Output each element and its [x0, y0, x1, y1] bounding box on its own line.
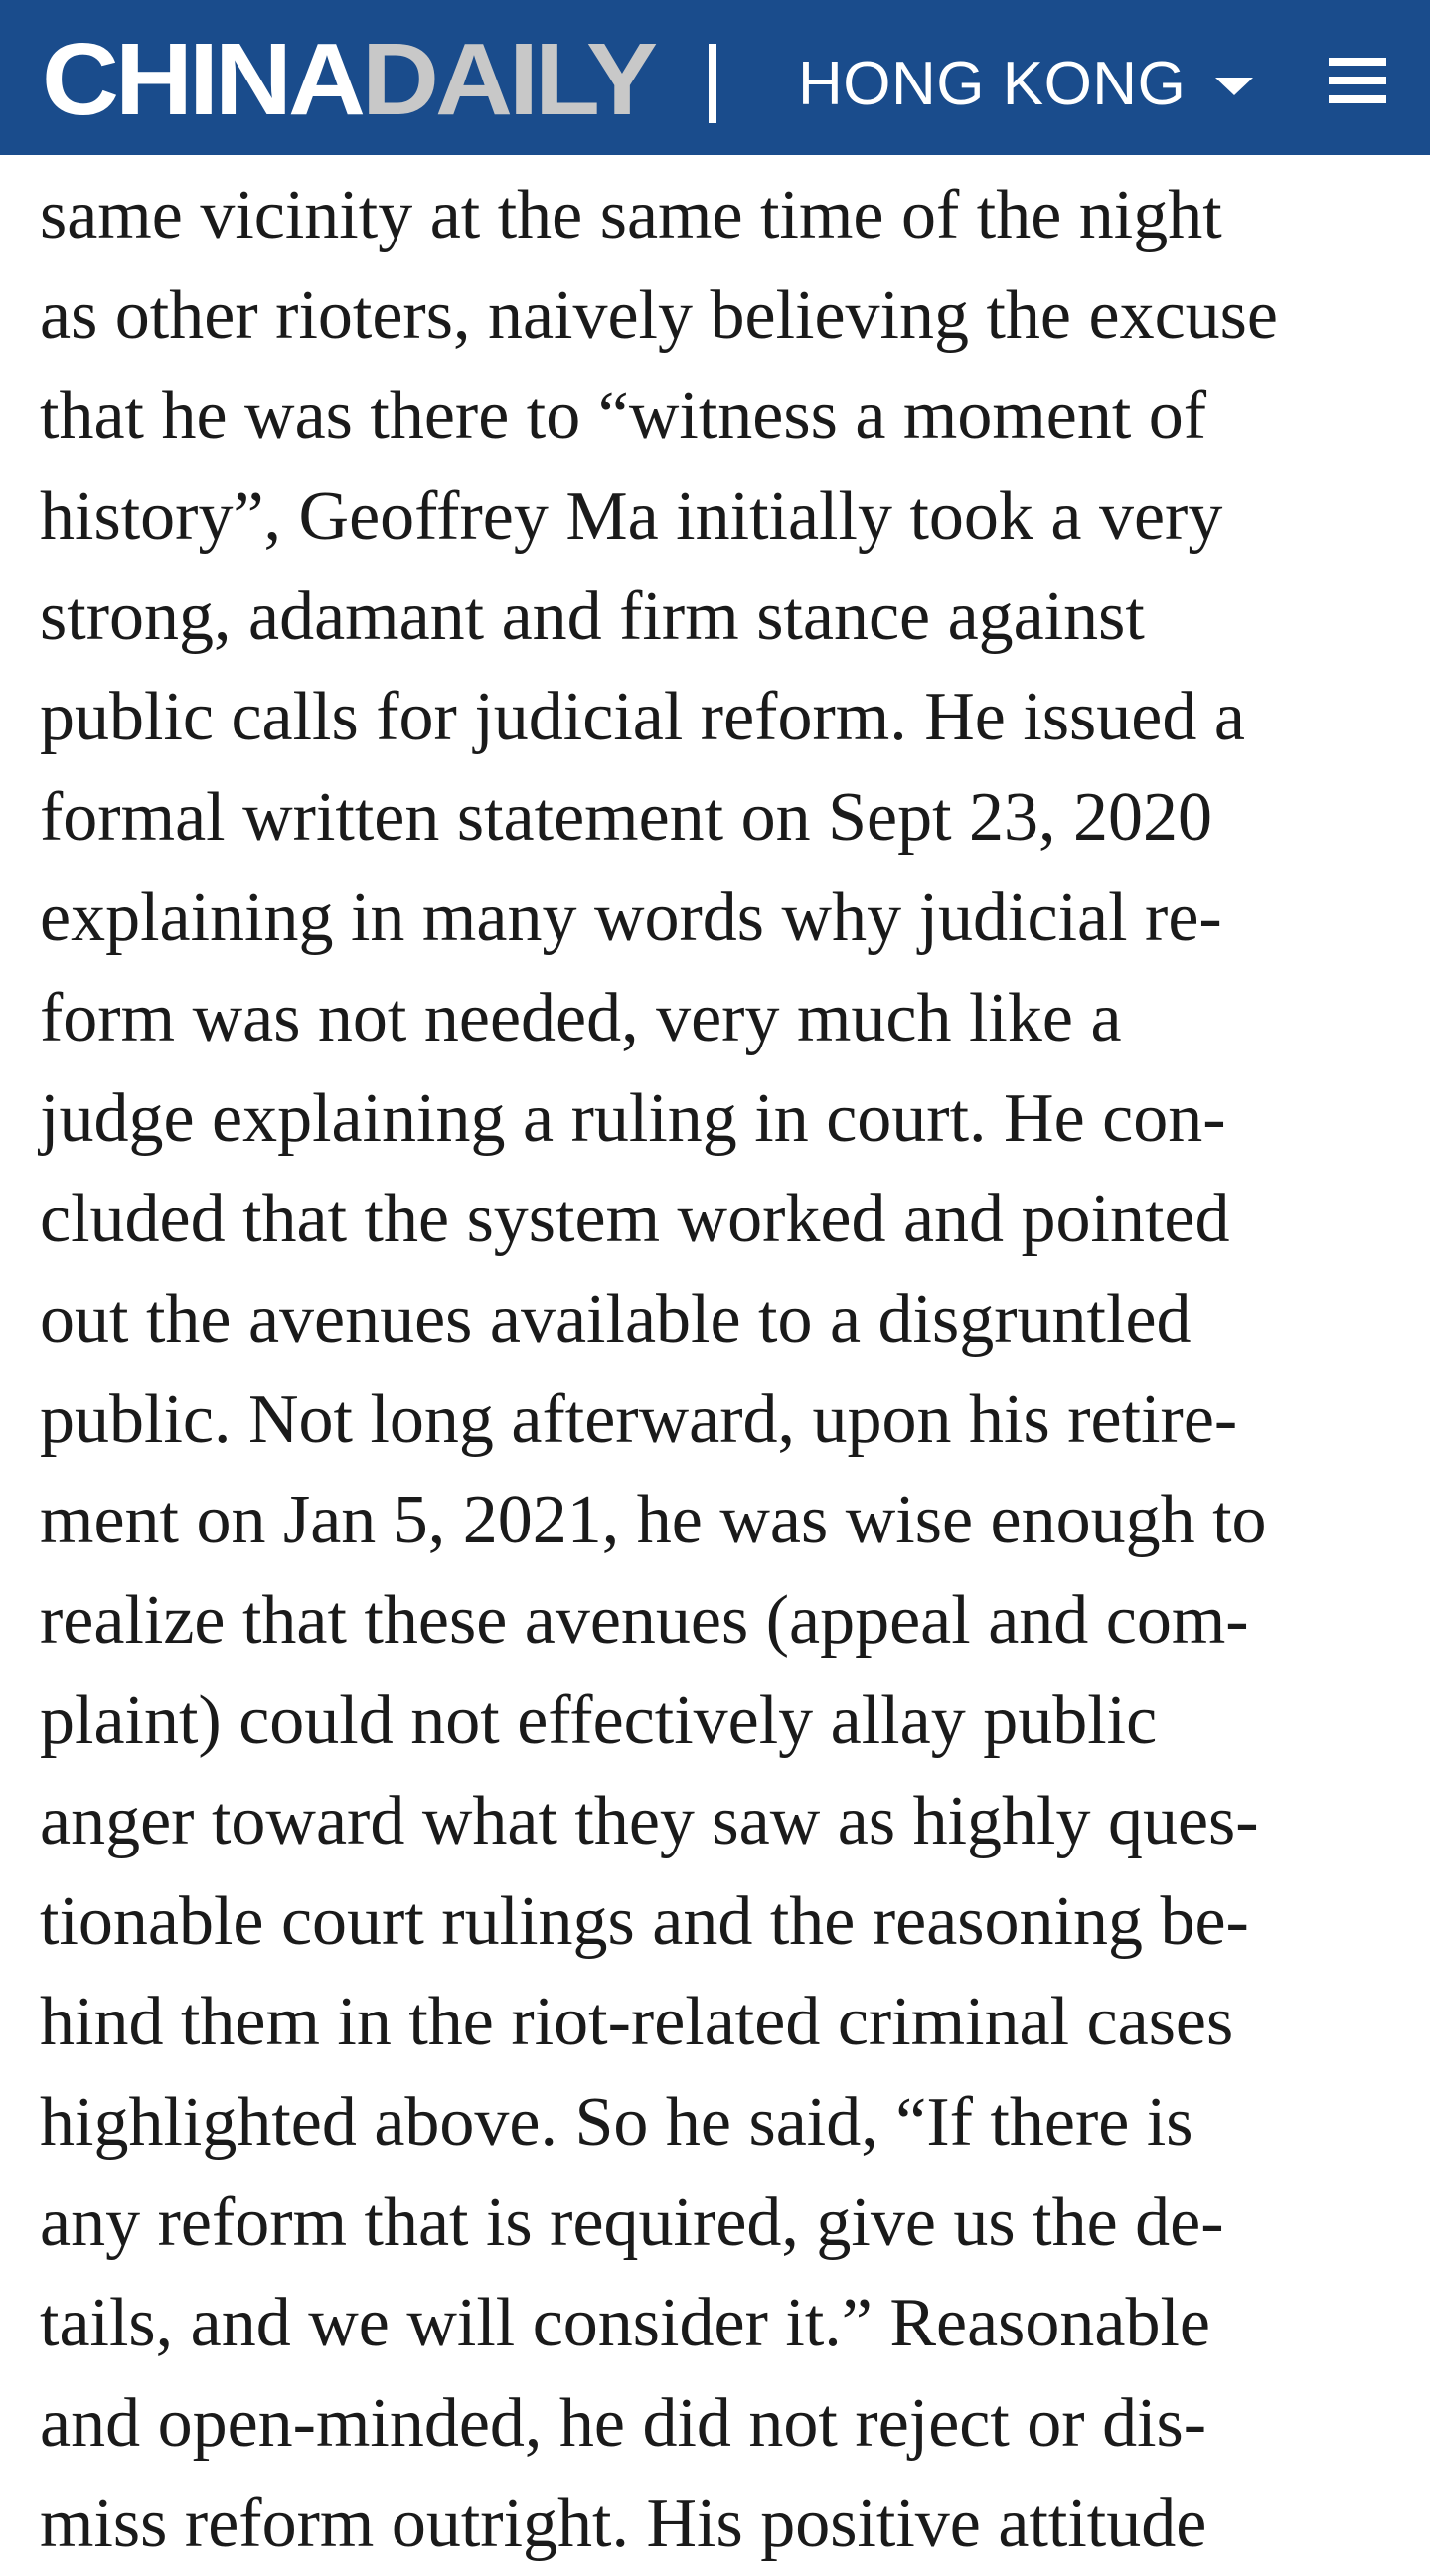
menu-bar: [1329, 77, 1386, 84]
site-header: [0, 0, 1430, 155]
article-line: formal written statement on Sept 23, 2020: [40, 779, 1213, 856]
region-label: HONG KONG: [798, 49, 1187, 118]
hamburger-menu-icon[interactable]: [1329, 58, 1386, 103]
article-line: public. Not long afterward, upon his retire-: [40, 1381, 1238, 1458]
header-divider: [709, 44, 716, 123]
article-line: tails, and we will consider it.” Reasonable: [40, 2285, 1211, 2361]
article-line: as other rioters, naively believing the excuse: [40, 277, 1278, 354]
article-line: out the avenues available to a disgruntled: [40, 1281, 1192, 1358]
article-line: history”, Geoffrey Ma initially took a very: [40, 478, 1223, 555]
article-line: plaint) could not effectively allay public: [40, 1683, 1158, 1759]
article-body: [40, 165, 1411, 2574]
article-line: judge explaining a ruling in court. He con-: [40, 1080, 1226, 1157]
article-line: highlighted above. So he said, “If there is: [40, 2084, 1193, 2161]
menu-bar: [1329, 58, 1386, 66]
article-line: miss reform outright. His positive attitude: [40, 2486, 1207, 2562]
article-line: explaining in many words why judicial re-: [40, 880, 1222, 956]
article-line: same vicinity at the same time of the night: [40, 177, 1222, 253]
logo-daily-text: DAILY: [361, 22, 655, 136]
caret-down-icon: [1215, 78, 1253, 95]
article-line: strong, adamant and firm stance against: [40, 578, 1145, 655]
article-line: cluded that the system worked and pointed: [40, 1181, 1230, 1257]
region-selector[interactable]: [798, 44, 1253, 123]
article-line: ment on Jan 5, 2021, he was wise enough to: [40, 1482, 1267, 1558]
logo-china-text: CHINA: [42, 22, 362, 136]
article-line: any reform that is required, give us the de-: [40, 2184, 1224, 2261]
article-line: realize that these avenues (appeal and com-: [40, 1582, 1249, 1659]
article-line: form was not needed, very much like a: [40, 980, 1122, 1056]
china-daily-logo[interactable]: [42, 22, 655, 136]
menu-bar: [1329, 95, 1386, 103]
article-line: hind them in the riot-related criminal cases: [40, 1984, 1234, 2060]
article-line: public calls for judicial reform. He issued a: [40, 679, 1245, 755]
article-line: that he was there to “witness a moment of: [40, 378, 1207, 454]
article-line: and open-minded, he did not reject or dis-: [40, 2385, 1207, 2462]
article-line: tionable court rulings and the reasoning be-: [40, 1883, 1249, 1960]
article-line: anger toward what they saw as highly ques-: [40, 1783, 1259, 1859]
